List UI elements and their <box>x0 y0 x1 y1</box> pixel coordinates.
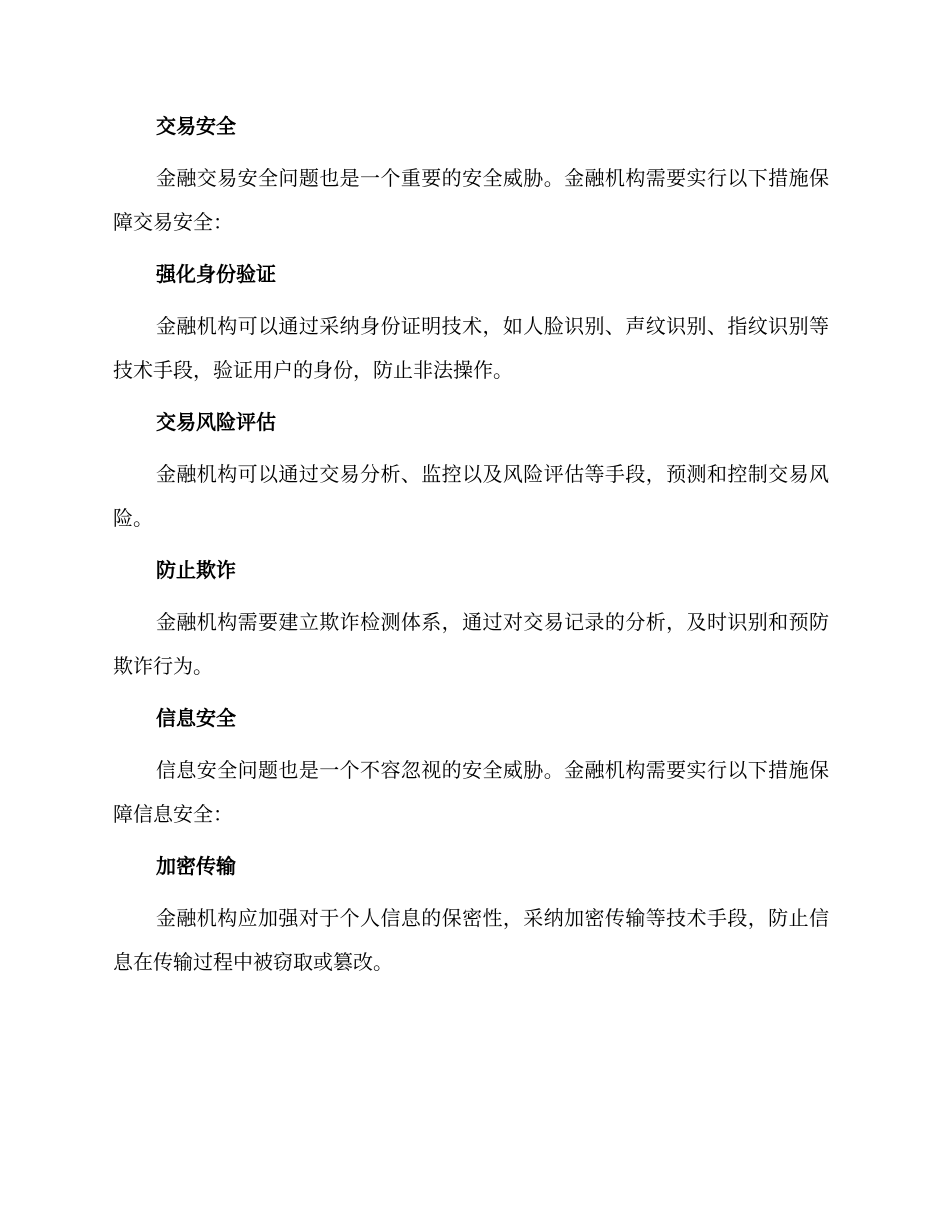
section-paragraph: 信息安全问题也是一个不容忽视的安全威胁。金融机构需要实行以下措施保障信息安全： <box>113 758 829 826</box>
section-risk-assessment <box>113 402 829 540</box>
section-heading: 强化身份验证 <box>156 262 276 286</box>
section-paragraph: 金融机构可以通过采纳身份证明技术，如人脸识别、声纹识别、指纹识别等技术手段，验证用户的身份，防止非法操作。 <box>113 314 829 382</box>
section-paragraph: 金融机构可以通过交易分析、监控以及风险评估等手段，预测和控制交易风险。 <box>113 462 829 530</box>
section-encrypted-transmission <box>113 846 829 984</box>
section-heading: 交易安全 <box>156 114 236 138</box>
section-identity-verification <box>113 254 829 392</box>
section-fraud-prevention <box>113 550 829 688</box>
section-heading: 加密传输 <box>156 854 236 878</box>
section-information-security <box>113 698 829 836</box>
section-paragraph: 金融机构应加强对于个人信息的保密性，采纳加密传输等技术手段，防止信息在传输过程中被窃取或篡改。 <box>113 906 829 974</box>
document-page <box>113 106 829 984</box>
section-heading: 交易风险评估 <box>156 410 276 434</box>
section-paragraph: 金融机构需要建立欺诈检测体系，通过对交易记录的分析，及时识别和预防欺诈行为。 <box>113 610 829 678</box>
section-transaction-security <box>113 106 829 244</box>
section-heading: 防止欺诈 <box>156 558 236 582</box>
section-heading: 信息安全 <box>156 706 236 730</box>
section-paragraph: 金融交易安全问题也是一个重要的安全威胁。金融机构需要实行以下措施保障交易安全： <box>113 166 829 234</box>
